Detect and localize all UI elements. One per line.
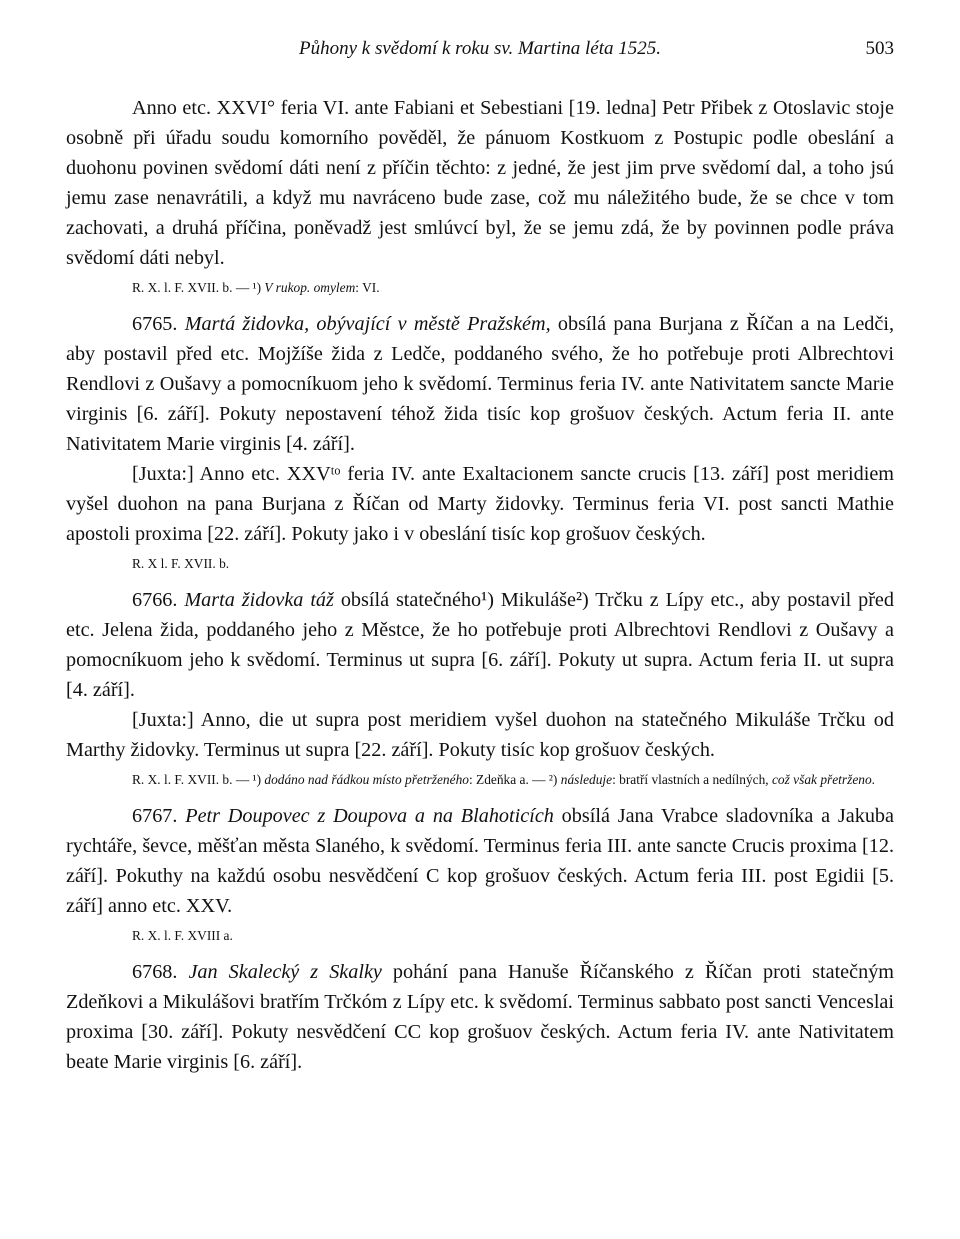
- footnote-italic: V rukop. omylem: [264, 280, 356, 295]
- paragraph-text: [Juxta:] Anno, die ut supra post meridiem vyšel duohon na statečného Mikuláše Trčku od Marthy židovky. Terminus ut supra [22. září]. Pokuty tisíc kop grošuov českých.: [66, 709, 894, 761]
- paragraph-text: obsílá statečného¹) Mikuláše²) Trčku z Lípy etc., aby postavil před etc. Jelena žida, poddaného jeho z Městce, že ho potřebuje proti Albrechtovi Rendlovi z Oušavy a pomocníkuom jeho k svědomí. Terminus ut supra [6. září]. Pokuty ut supra. Actum feria II. ut supra [4. září].: [66, 589, 894, 701]
- entry-number: 6767.: [132, 805, 186, 827]
- paragraph-text: [Juxta:] Anno etc. XXVᵗᵒ feria IV. ante Exaltacionem sancte crucis [13. září] post meridiem vyšel duohon na pana Burjana z Říčan od Marty židovky. Terminus feria VI. post sancti Mathie apostoli proxima [22. září]. Pokuty jako i v obeslání tisíc kop grošuov českých.: [66, 463, 894, 545]
- running-header: [66, 38, 894, 68]
- paragraph-entry-6766: [66, 585, 894, 705]
- paragraph-text: obsílá pana Burjana z Říčan a na Ledči, aby postavil před etc. Mojžíše žida z Ledče, poddaného svého, že ho potřebuje proti Albrechtovi Rendlovi z Oušavy a pomocníkuom jeho k svědomí. Terminus feria IV. ante Nativitatem sancte Marie virginis [6. září]. Pokuty nepostavení téhož žida tisíc kop grošuov českých. Actum feria II. ante Nativitatem Marie virginis [4. září].: [66, 313, 895, 455]
- footnote-text: .: [871, 772, 876, 787]
- footnote-italic: což však přetrženo: [771, 772, 872, 787]
- footnote-text: : Zdeňka a. — ²): [468, 772, 561, 787]
- paragraph-entry-6767: [66, 801, 894, 921]
- entry-number: 6766.: [132, 589, 185, 611]
- footnote-text: R. X. l. F. XVII. b. — ¹): [132, 280, 265, 295]
- footnote-italic: dodáno nad řádkou místo přetrženého: [264, 772, 469, 787]
- footnote-text: R. X. l. F. XVII. b. — ¹): [132, 772, 265, 787]
- footnote-text: : bratří vlastních a nedílných,: [612, 772, 772, 787]
- paragraph-entry-6765: [66, 309, 894, 459]
- entry-party: Martá židovka, obývající v městě Pražském,: [184, 313, 551, 335]
- paragraph-text: obsílá Jana Vrabce sladovníka a Jakuba rychtáře, ševce, měšťan města Slaného, k svědomí. Terminus feria III. ante sancte Crucis proxima [12. září]. Pokuthy na každú osobu nesvědčení C kop grošuov českých. Actum feria III. post Egidii [5. září] anno etc. XXV.: [66, 805, 894, 917]
- document-page: [66, 38, 894, 1077]
- page-number: 503: [865, 38, 894, 59]
- entry-party: Jan Skalecký z Skalky: [188, 961, 382, 983]
- footnote-6766: [66, 767, 894, 793]
- footnote-intro: [132, 275, 894, 301]
- paragraph-entry-intro: [66, 93, 894, 273]
- paragraph-text: Anno etc. XXVI° feria VI. ante Fabiani et Sebestiani [19. ledna] Petr Přibek z Otoslavic stoje osobně při úřadu soudu komorního pověděl, že pánuom Kostkuom z Postupic podle obeslání a duohonu povinen svědomí dáti není z příčin těchto: z jedné, že jest jim prve svědomí dal, a toho jsú jemu zase nenavrátili, a když mu navráceno bude zase, což mu náležitého bude, že se chce v tom zachovati, a druhá příčina, poněvadž jest smlúvcí byl, že se jemu zdá, že by povinnen podle práva svědomí dáti nebyl.: [66, 97, 894, 269]
- paragraph-text: pohání pana Hanuše Říčanského z Říčan proti statečným Zdeňkovi a Mikulášovi bratřím Trčkóm z Lípy etc. k svědomí. Terminus sabbato post sancti Venceslai proxima [30. září]. Pokuty nesvědčení CC kop grošuov českých. Actum feria IV. ante Nativitatem beate Marie virginis [6. září].: [66, 961, 894, 1073]
- document-body: [66, 93, 894, 1077]
- running-title: Půhony k svědomí k roku sv. Martina léta 1525.: [299, 38, 661, 59]
- paragraph-juxta-6766: [66, 705, 894, 765]
- footnote-text: R. X l. F. XVII. b.: [132, 556, 230, 571]
- footnote-text: : VI.: [355, 280, 380, 295]
- footnote-6765: [132, 551, 894, 577]
- paragraph-entry-6768: [66, 957, 894, 1077]
- footnote-italic: následuje: [560, 772, 613, 787]
- paragraph-juxta-6765: [66, 459, 894, 549]
- entry-party: Petr Doupovec z Doupova a na Blahoticích: [185, 805, 554, 827]
- footnote-text: R. X. l. F. XVIII a.: [132, 928, 233, 943]
- entry-party: Marta židovka táž: [184, 589, 334, 611]
- entry-number: 6768.: [132, 961, 189, 983]
- entry-number: 6765.: [132, 313, 185, 335]
- footnote-6767: [132, 923, 894, 949]
